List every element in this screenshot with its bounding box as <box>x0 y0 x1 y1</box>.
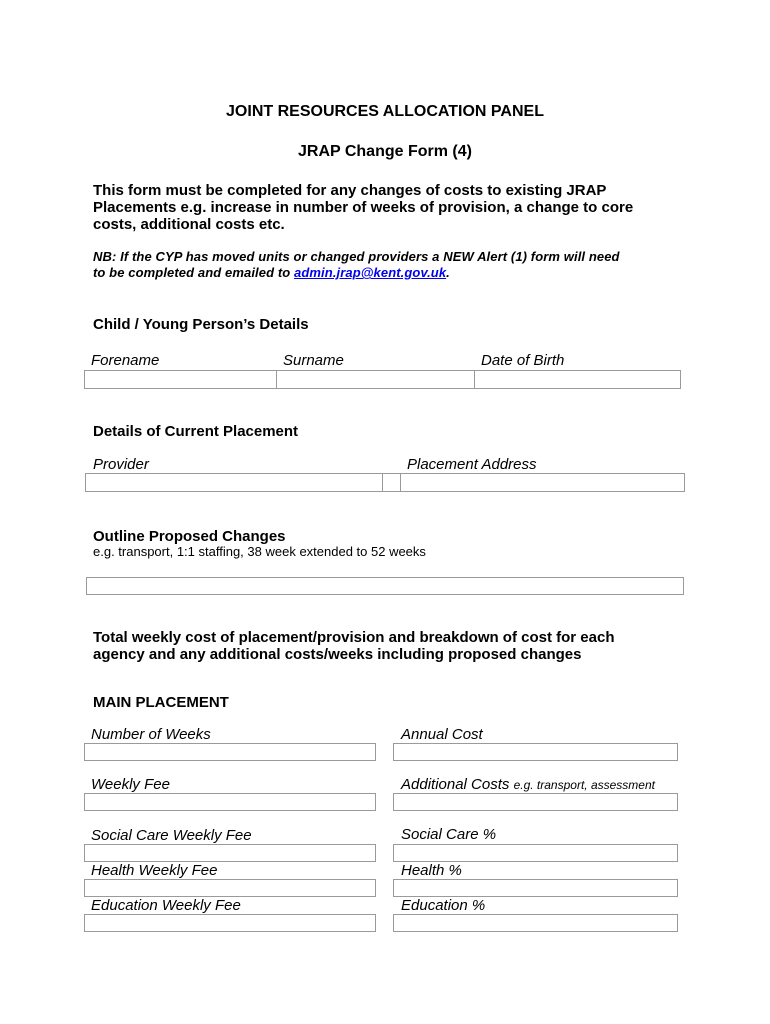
intro-text <box>93 182 633 233</box>
nb-line <box>93 265 620 281</box>
surname-field[interactable] <box>276 370 475 389</box>
social-care-fee-label: Social Care Weekly Fee <box>91 827 252 844</box>
nb-text: . <box>446 265 450 280</box>
nb-text: to be completed and emailed to <box>93 265 295 280</box>
weeks-field[interactable] <box>84 743 376 761</box>
surname-label: Surname <box>283 352 344 369</box>
additional-costs-hint: e.g. transport, assessment <box>513 778 655 792</box>
annual-cost-label: Annual Cost <box>401 726 483 743</box>
main-placement-heading: MAIN PLACEMENT <box>93 694 229 711</box>
child-section-heading: Child / Young Person’s Details <box>93 316 309 333</box>
additional-costs-field[interactable] <box>393 793 678 811</box>
cost-line: Total weekly cost of placement/provision and breakdown of cost for each <box>93 629 615 646</box>
annual-cost-field[interactable] <box>393 743 678 761</box>
proposed-changes-field[interactable] <box>86 577 684 595</box>
health-fee-field[interactable] <box>84 879 376 897</box>
changes-hint: e.g. transport, 1:1 staffing, 38 week extended to 52 weeks <box>93 544 426 559</box>
address-field[interactable] <box>400 473 685 492</box>
weeks-label: Number of Weeks <box>91 726 211 743</box>
education-fee-field[interactable] <box>84 914 376 932</box>
address-label: Placement Address <box>407 456 537 473</box>
additional-costs-text: Additional Costs <box>401 776 510 793</box>
social-care-fee-field[interactable] <box>84 844 376 862</box>
weekly-fee-label: Weekly Fee <box>91 776 170 793</box>
cost-line: agency and any additional costs/weeks including proposed changes <box>93 646 582 663</box>
provider-field[interactable] <box>85 473 383 492</box>
education-pct-label: Education % <box>401 897 486 914</box>
child-details-row <box>84 370 680 389</box>
page-title: JOINT RESOURCES ALLOCATION PANEL <box>226 103 544 120</box>
nb-note <box>93 249 620 281</box>
intro-line: This form must be completed for any changes of costs to existing JRAP <box>93 182 607 199</box>
provider-label: Provider <box>93 456 149 473</box>
intro-line: Placements e.g. increase in number of weeks of provision, a change to core <box>93 199 634 216</box>
education-pct-field[interactable] <box>393 914 678 932</box>
health-fee-label: Health Weekly Fee <box>91 862 218 879</box>
additional-costs-label <box>401 776 655 793</box>
email-link[interactable]: admin.jrap@kent.gov.uk <box>294 265 447 280</box>
forename-field[interactable] <box>84 370 277 389</box>
dob-label: Date of Birth <box>481 352 565 369</box>
health-pct-field[interactable] <box>393 879 678 897</box>
placement-details-row <box>85 473 684 492</box>
forename-label: Forename <box>91 352 160 369</box>
social-care-pct-label: Social Care % <box>401 826 497 843</box>
nb-line: NB: If the CYP has moved units or changed providers a NEW Alert (1) form will need <box>93 249 620 264</box>
social-care-pct-field[interactable] <box>393 844 678 862</box>
placement-section-heading: Details of Current Placement <box>93 423 299 440</box>
dob-field[interactable] <box>474 370 681 389</box>
weekly-fee-field[interactable] <box>84 793 376 811</box>
changes-section-heading: Outline Proposed Changes <box>93 528 286 545</box>
form-title: JRAP Change Form (4) <box>298 143 472 160</box>
intro-line: costs, additional costs etc. <box>93 216 285 233</box>
cost-text <box>93 629 615 663</box>
health-pct-label: Health % <box>401 862 462 879</box>
education-fee-label: Education Weekly Fee <box>91 897 241 914</box>
